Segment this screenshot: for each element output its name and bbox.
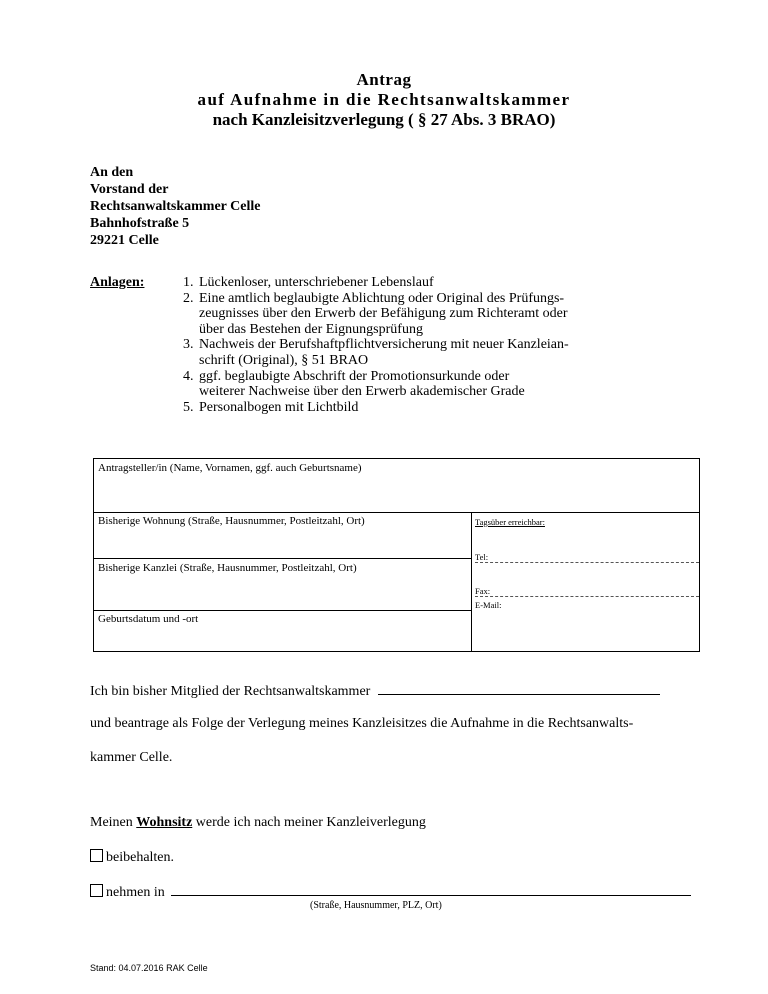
residence-word: Wohnsitz (136, 815, 193, 830)
address-line: 29221 Celle (90, 233, 159, 248)
birth-field[interactable]: Geburtsdatum und -ort (98, 613, 199, 625)
anlagen-item (183, 275, 633, 291)
address-line: An den (90, 165, 134, 180)
anlagen-item-text: ggf. beglaubigte Abschrift der Promotionsurkunde oder (199, 368, 510, 384)
tel-input-line[interactable] (475, 562, 699, 563)
residence-prefix: Meinen (90, 815, 133, 830)
anlagen-item-text: Eine amtlich beglaubigte Ablichtung oder Original des Prüfungs- (199, 290, 565, 306)
anlagen-item-text: über das Bestehen der Eignungsprüfung (199, 321, 423, 337)
take-checkbox[interactable] (90, 884, 103, 897)
new-address-blank[interactable] (171, 883, 691, 896)
option-take (90, 883, 691, 901)
recipient-address (90, 164, 260, 249)
residence-suffix: werde ich nach meiner Kanzleiverlegung (195, 815, 426, 830)
anlagen-item-number: 4. (183, 368, 194, 384)
anlagen-item-text: schrift (Original), § 51 BRAO (199, 352, 369, 368)
anlagen-item (183, 369, 633, 400)
anlagen-label: Anlagen: (90, 275, 145, 290)
applicant-name-field[interactable]: Antragsteller/in (Name, Vornamen, ggf. auch Geburtsname) (98, 462, 362, 474)
reachable-label: Tagsüber erreichbar: (475, 517, 545, 527)
membership-line (90, 682, 660, 700)
anlagen-item (183, 400, 633, 416)
title-line-3: nach Kanzleisitzverlegung ( § 27 Abs. 3 BRAO) (212, 110, 556, 129)
email-label: E-Mail: (475, 600, 502, 610)
option-take-label: nehmen in (106, 885, 165, 900)
office-field[interactable]: Bisherige Kanzlei (Straße, Hausnummer, Postleitzahl, Ort) (98, 562, 357, 574)
form-divider (94, 558, 471, 559)
applicant-form-box (93, 458, 700, 652)
anlagen-item-text: Personalbogen mit Lichtbild (199, 399, 359, 415)
anlagen-item-number: 3. (183, 337, 194, 353)
form-divider (94, 512, 699, 513)
anlagen-item (183, 337, 633, 368)
option-keep-label: beibehalten. (106, 850, 175, 865)
anlagen-item-number: 2. (183, 290, 194, 306)
anlagen-item-text: weiterer Nachweise über den Erwerb akademischer Grade (199, 384, 525, 400)
anlagen-item (183, 291, 633, 338)
form-divider (471, 512, 472, 651)
fax-label: Fax: (475, 586, 491, 596)
address-line: Vorstand der (90, 182, 169, 197)
anlagen-item-text: Lückenloser, unterschriebener Lebenslauf (199, 275, 434, 290)
tel-label: Tel: (475, 552, 489, 562)
title-line-2: auf Aufnahme in die Rechtsanwaltskammer (197, 90, 571, 109)
residence-statement (90, 815, 426, 831)
address-hint: (Straße, Hausnummer, PLZ, Ort) (310, 900, 442, 911)
anlagen-item-text: zeugnisses über den Erwerb der Befähigung zum Richteramt oder (199, 306, 568, 322)
footer-stand: Stand: 04.07.2016 RAK Celle (90, 963, 208, 973)
address-line: Bahnhofstraße 5 (90, 216, 190, 231)
anlagen-list (183, 275, 633, 415)
keep-checkbox[interactable] (90, 849, 103, 862)
anlagen-item-number: 1. (183, 275, 194, 290)
residence-field[interactable]: Bisherige Wohnung (Straße, Hausnummer, Postleitzahl, Ort) (98, 515, 365, 527)
anlagen-item-number: 5. (183, 399, 194, 415)
address-line: Rechtsanwaltskammer Celle (90, 199, 261, 214)
fax-input-line[interactable] (475, 596, 699, 597)
title-line-1: Antrag (356, 70, 412, 89)
option-keep (90, 849, 174, 866)
request-line-2: kammer Celle. (90, 750, 173, 765)
anlagen-item-text: Nachweis der Berufshaftpflichtversicherung mit neuer Kanzleian- (199, 337, 569, 353)
membership-text: Ich bin bisher Mitglied der Rechtsanwaltskammer (90, 684, 371, 699)
form-divider (94, 610, 471, 611)
previous-chamber-blank[interactable] (378, 682, 660, 695)
request-line-1: und beantrage als Folge der Verlegung meines Kanzleisitzes die Aufnahme in die Rechtsanwalts- (90, 716, 634, 731)
